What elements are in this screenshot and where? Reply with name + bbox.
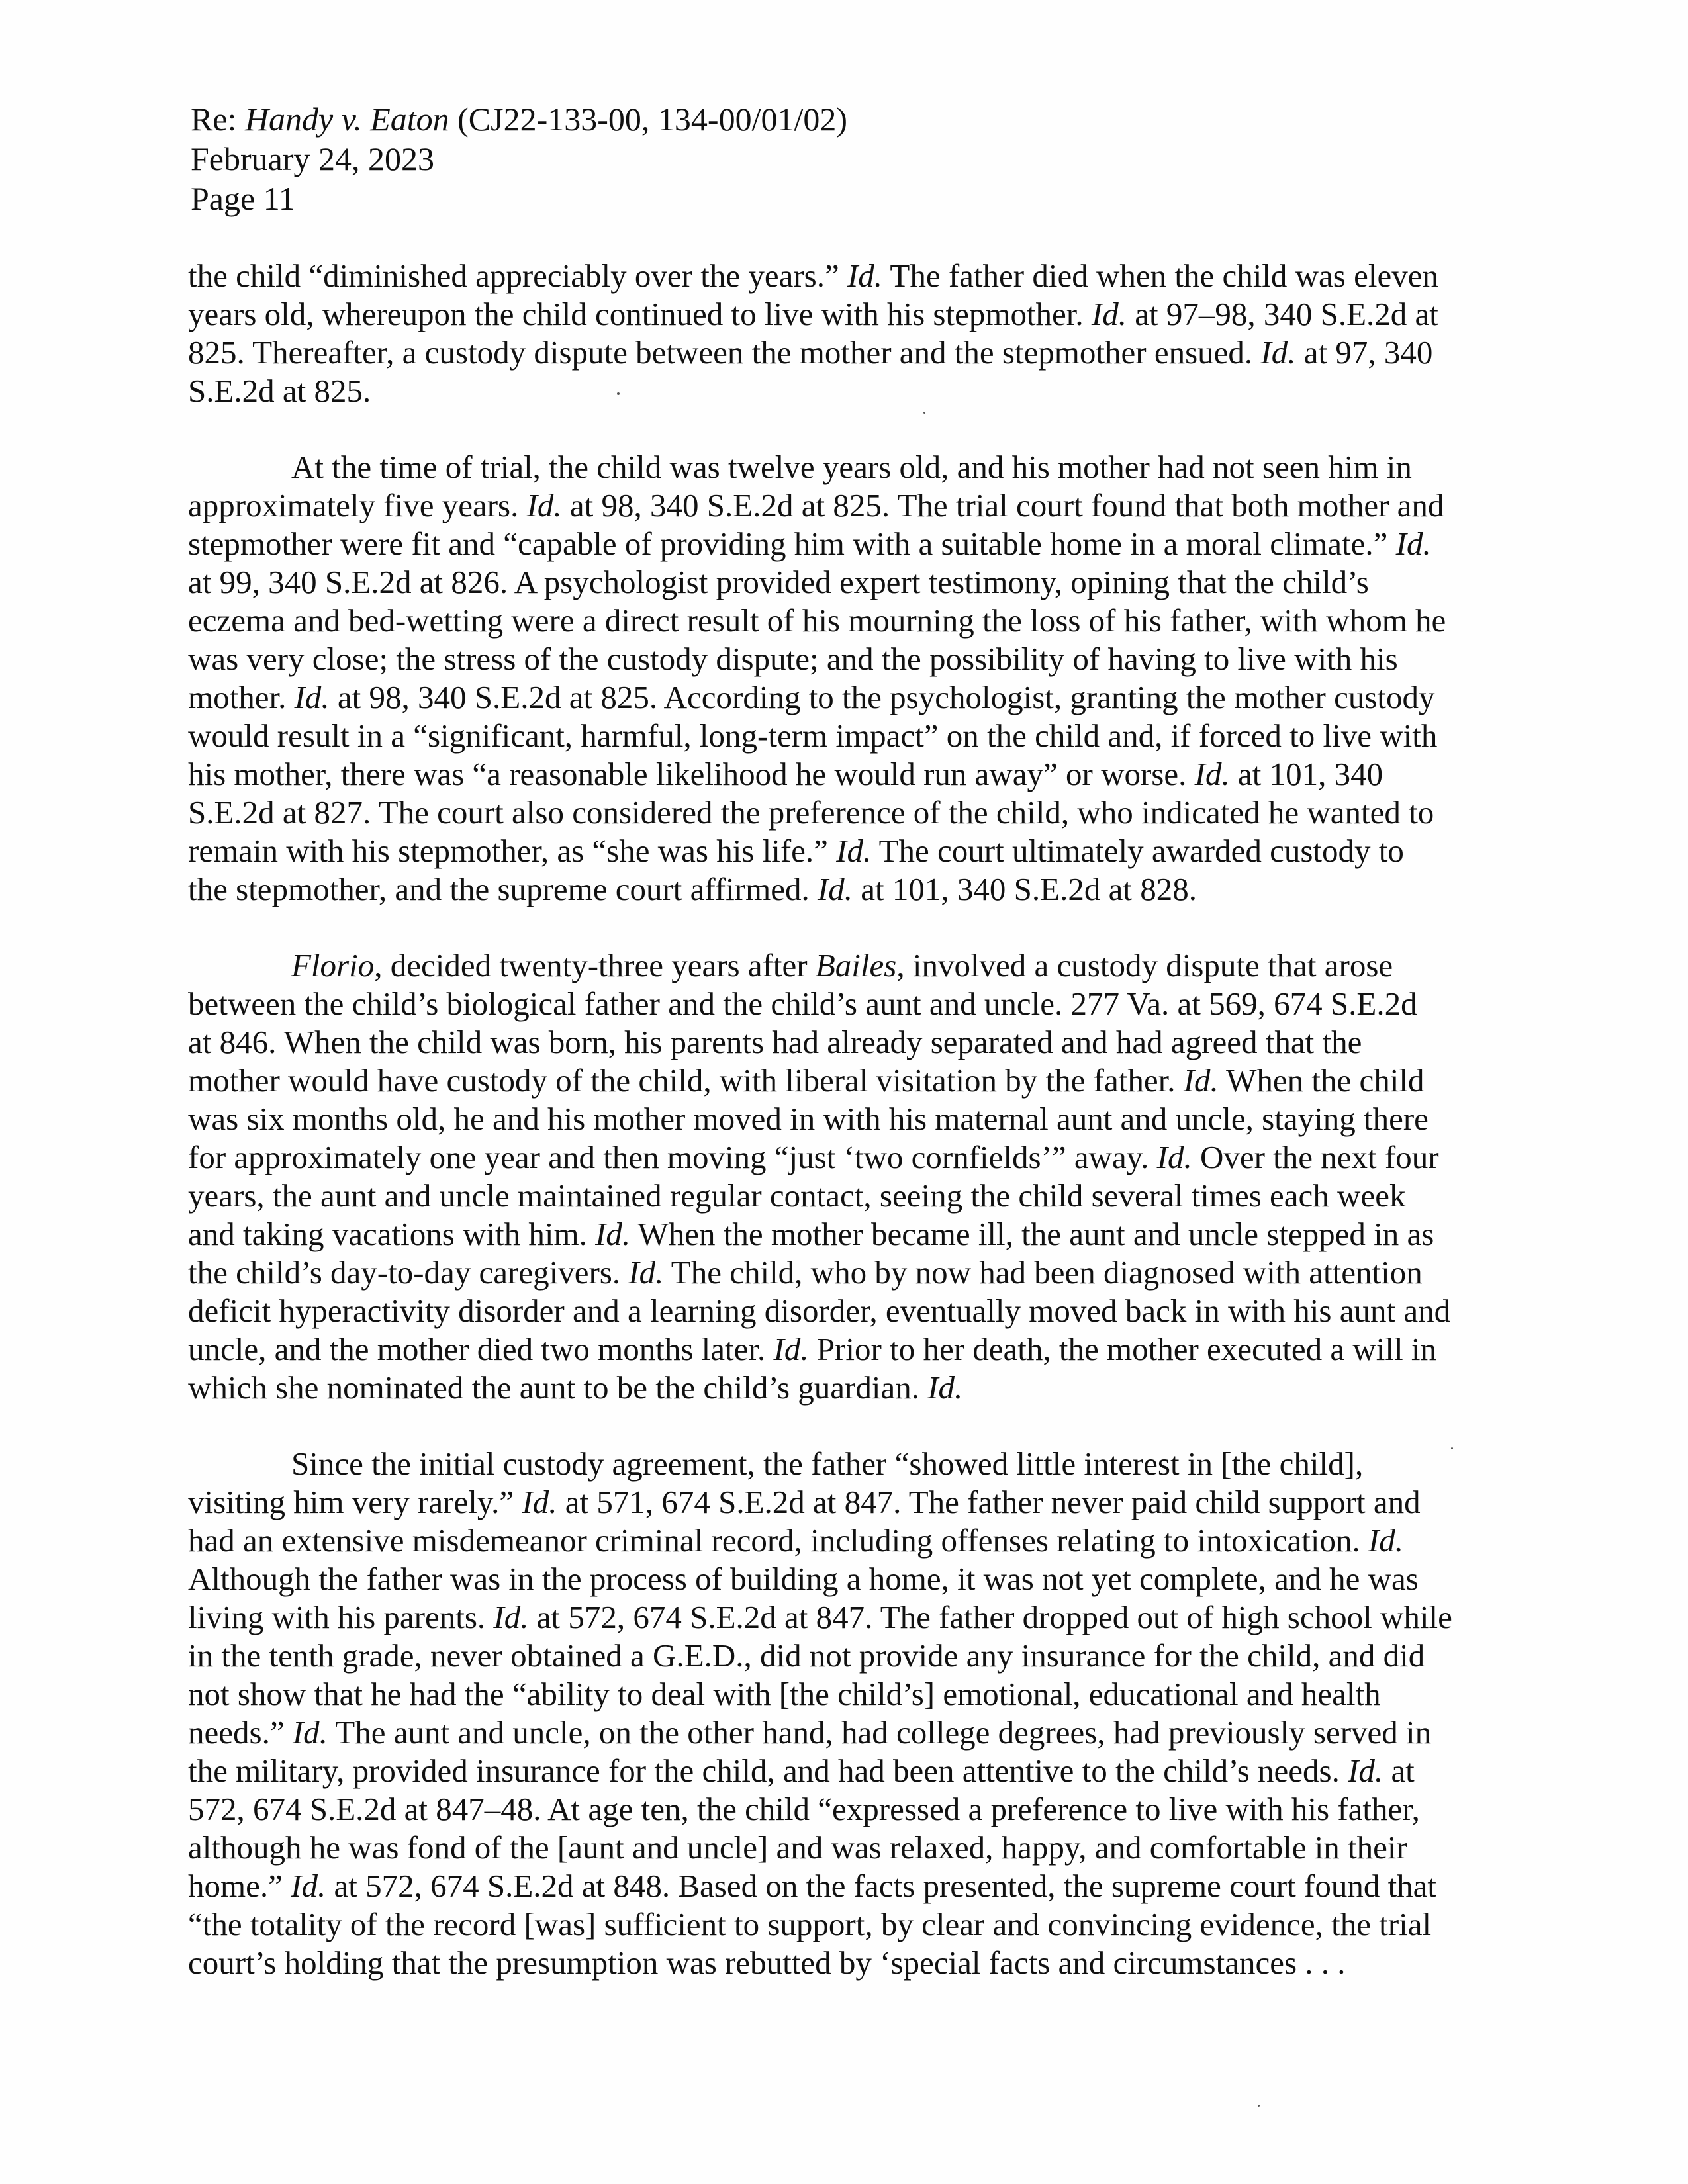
italic-citation: Id.: [847, 257, 883, 294]
text-line: [188, 1867, 1512, 1905]
text-run: mother.: [188, 679, 295, 715]
text-line: [188, 1905, 1512, 1944]
text-run: had an extensive misdemeanor criminal record, including offenses relating to intoxication.: [188, 1522, 1368, 1559]
text-run: uncle, and the mother died two months later.: [188, 1331, 774, 1367]
text-line: [188, 678, 1512, 717]
text-run: was six months old, he and his mother moved in with his maternal aunt and uncle, staying there: [188, 1101, 1429, 1137]
text-line: [188, 1483, 1512, 1522]
text-line: [188, 832, 1512, 870]
italic-citation: Id.: [1395, 525, 1431, 562]
text-run: needs.”: [188, 1714, 293, 1751]
text-run: Prior to her death, the mother executed a will in: [808, 1331, 1436, 1367]
paragraph: [188, 448, 1512, 909]
italic-citation: Id.: [292, 1714, 328, 1751]
italic-citation: Id.: [294, 679, 330, 715]
text-run: and taking vacations with him.: [188, 1216, 596, 1252]
text-run: S.E.2d at 825.: [188, 373, 371, 409]
text-line: [188, 257, 1512, 295]
text-run: the military, provided insurance for the child, and had been attentive to the child’s needs.: [188, 1752, 1348, 1789]
text-run: in the tenth grade, never obtained a G.E.D., did not provide any insurance for the child, and did: [188, 1637, 1425, 1674]
text-run: at 572, 674 S.E.2d at 847. The father dropped out of high school while: [528, 1599, 1452, 1635]
text-run: between the child’s biological father and the child’s aunt and uncle. 277 Va. at 569, 674 S.E.2d: [188, 985, 1417, 1022]
text-line: [188, 794, 1512, 832]
text-run: years old, whereupon the child continued to live with his stepmother.: [188, 296, 1092, 332]
italic-citation: Id.: [595, 1216, 631, 1252]
text-run: was very close; the stress of the custody dispute; and the possibility of having to live with his: [188, 641, 1398, 677]
text-run: years, the aunt and uncle maintained regular contact, seeing the child several times each week: [188, 1177, 1406, 1214]
text-line: [188, 1253, 1512, 1292]
text-run: at 101, 340 S.E.2d at 828.: [853, 871, 1197, 907]
document-body: [188, 257, 1512, 1982]
text-run: at 99, 340 S.E.2d at 826. A psychologist provided expert testimony, opining that the child’s: [188, 564, 1369, 600]
text-line: [188, 602, 1512, 640]
text-line: [188, 295, 1512, 334]
text-run: at 571, 674 S.E.2d at 847. The father never paid child support and: [557, 1484, 1421, 1520]
text-line: [188, 448, 1512, 486]
page-number: Page 11: [191, 180, 295, 217]
italic-citation: Id.: [836, 833, 872, 869]
text-run: “the totality of the record [was] sufficient to support, by clear and convincing evidence, the trial: [188, 1906, 1432, 1942]
text-run: at 846. When the child was born, his parents had already separated and had agreed that the: [188, 1024, 1362, 1060]
re-prefix: Re:: [191, 101, 245, 138]
italic-citation: Id.: [1368, 1522, 1404, 1559]
text-line: [188, 1445, 1512, 1483]
text-line: [188, 563, 1512, 602]
text-run: living with his parents.: [188, 1599, 494, 1635]
text-run: the child “diminished appreciably over the years.”: [188, 257, 847, 294]
text-line: [188, 1215, 1512, 1253]
text-run: deficit hyperactivity disorder and a learning disorder, eventually moved back in with his aunt and: [188, 1293, 1451, 1329]
italic-citation: Id.: [522, 1484, 557, 1520]
text-run: The child, who by now had been diagnosed with attention: [663, 1254, 1423, 1291]
text-run: at 98, 340 S.E.2d at 825. The trial court found that both mother and: [561, 487, 1444, 523]
text-line: [188, 1100, 1512, 1138]
text-run: at 97–98, 340 S.E.2d at: [1127, 296, 1438, 332]
italic-citation: Id.: [1194, 756, 1230, 792]
text-run: would result in a “significant, harmful, long-term impact” on the child and, if forced to live with: [188, 717, 1438, 754]
case-numbers: (CJ22-133-00, 134-00/01/02): [449, 101, 847, 138]
text-line: [188, 1790, 1512, 1829]
text-run: remain with his stepmother, as “she was his life.”: [188, 833, 837, 869]
text-line: [188, 755, 1512, 794]
italic-citation: Id.: [1091, 296, 1127, 332]
case-name: Handy v. Eaton: [244, 101, 449, 138]
text-line: [188, 1637, 1512, 1675]
italic-citation: Id.: [1183, 1062, 1219, 1099]
text-run: Since the initial custody agreement, the father “showed little interest in [the child],: [291, 1445, 1364, 1482]
italic-citation: Id.: [1260, 334, 1296, 371]
text-run: Although the father was in the process of building a home, it was not yet complete, and he was: [188, 1561, 1419, 1597]
text-line: [188, 1023, 1512, 1062]
text-line: [188, 1944, 1512, 1982]
text-line: [188, 717, 1512, 755]
text-run: which she nominated the aunt to be the child’s guardian.: [188, 1369, 928, 1406]
text-line: [188, 486, 1512, 525]
italic-citation: Id.: [1156, 1139, 1192, 1175]
italic-citation: Id.: [526, 487, 562, 523]
text-line: [188, 1177, 1512, 1215]
re-line: [191, 99, 1448, 139]
text-line: [188, 525, 1512, 563]
text-run: Over the next four: [1192, 1139, 1439, 1175]
paragraph: [188, 946, 1512, 1407]
text-run: eczema and bed-wetting were a direct result of his mourning the loss of his father, with whom he: [188, 602, 1446, 639]
italic-citation: Id.: [1348, 1752, 1383, 1789]
text-run: at 97, 340: [1295, 334, 1433, 371]
text-line: [188, 372, 1512, 410]
italic-citation: Id.: [493, 1599, 529, 1635]
scan-speck: [617, 392, 620, 395]
italic-citation: Id.: [291, 1868, 326, 1904]
header-date: February 24, 2023: [191, 140, 434, 177]
text-run: at 572, 674 S.E.2d at 848. Based on the facts presented, the supreme court found that: [326, 1868, 1437, 1904]
text-run: mother would have custody of the child, with liberal visitation by the father.: [188, 1062, 1184, 1099]
text-line: [188, 1330, 1512, 1369]
paragraph: [188, 1445, 1512, 1982]
text-run: approximately five years.: [188, 487, 527, 523]
text-run: although he was fond of the [aunt and uncle] and was relaxed, happy, and comfortable in their: [188, 1829, 1407, 1866]
text-run: at 101, 340: [1229, 756, 1383, 792]
paragraph: [188, 257, 1512, 410]
text-run: court’s holding that the presumption was rebutted by ‘special facts and circumstances . . .: [188, 1944, 1346, 1981]
text-line: [188, 334, 1512, 372]
text-line: [188, 870, 1512, 909]
text-run: 825. Thereafter, a custody dispute between the mother and the stepmother ensued.: [188, 334, 1261, 371]
text-line: [188, 640, 1512, 678]
text-run: , involved a custody dispute that arose: [896, 947, 1393, 983]
letter-header: [191, 99, 1448, 218]
text-line: [188, 1062, 1512, 1100]
text-run: The father died when the child was eleven: [882, 257, 1438, 294]
italic-citation: Id.: [927, 1369, 963, 1406]
text-line: [188, 946, 1512, 985]
text-run: home.”: [188, 1868, 291, 1904]
text-line: [188, 1713, 1512, 1752]
paragraph-gap: [188, 909, 1512, 946]
text-run: at 98, 340 S.E.2d at 825. According to the psychologist, granting the mother custody: [329, 679, 1435, 715]
italic-citation: Id.: [817, 871, 853, 907]
scan-speck: [923, 412, 925, 414]
text-run: The court ultimately awarded custody to: [871, 833, 1404, 869]
text-run: When the mother became ill, the aunt and uncle stepped in as: [630, 1216, 1434, 1252]
text-run: the child’s day-to-day caregivers.: [188, 1254, 629, 1291]
scan-speck: [1451, 1447, 1453, 1449]
text-run: The aunt and uncle, on the other hand, had college degrees, had previously served in: [327, 1714, 1432, 1751]
scan-speck: [1258, 2105, 1260, 2107]
text-line: [188, 1522, 1512, 1560]
text-run: his mother, there was “a reasonable likelihood he would run away” or worse.: [188, 756, 1195, 792]
text-line: [188, 1829, 1512, 1867]
text-line: [188, 1560, 1512, 1598]
text-line: [188, 1369, 1512, 1407]
text-line: [188, 1675, 1512, 1713]
paragraph-gap: [188, 1407, 1512, 1445]
text-run: S.E.2d at 827. The court also considered the preference of the child, who indicated he wanted to: [188, 794, 1434, 831]
text-run: At the time of trial, the child was twelve years old, and his mother had not seen him in: [291, 449, 1412, 485]
text-line: [188, 1598, 1512, 1637]
text-line: [188, 1138, 1512, 1177]
text-run: When the child: [1218, 1062, 1425, 1099]
text-line: [188, 1752, 1512, 1790]
text-run: for approximately one year and then moving “just ‘two cornfields’” away.: [188, 1139, 1157, 1175]
text-run: not show that he had the “ability to deal with [the child’s] emotional, educational and health: [188, 1676, 1381, 1712]
text-run: , decided twenty-three years after: [374, 947, 816, 983]
italic-citation: Bailes: [815, 947, 897, 983]
text-run: 572, 674 S.E.2d at 847–48. At age ten, the child “expressed a preference to live with his father,: [188, 1791, 1420, 1827]
text-line: [188, 1292, 1512, 1330]
text-line: [188, 985, 1512, 1023]
text-run: the stepmother, and the supreme court affirmed.: [188, 871, 818, 907]
text-run: stepmother were fit and “capable of providing him with a suitable home in a moral climate.”: [188, 525, 1396, 562]
text-run: visiting him very rarely.”: [188, 1484, 522, 1520]
italic-citation: Id.: [628, 1254, 664, 1291]
text-run: at: [1383, 1752, 1415, 1789]
italic-citation: Id.: [773, 1331, 809, 1367]
paragraph-gap: [188, 410, 1512, 448]
italic-citation: Florio: [291, 947, 375, 983]
